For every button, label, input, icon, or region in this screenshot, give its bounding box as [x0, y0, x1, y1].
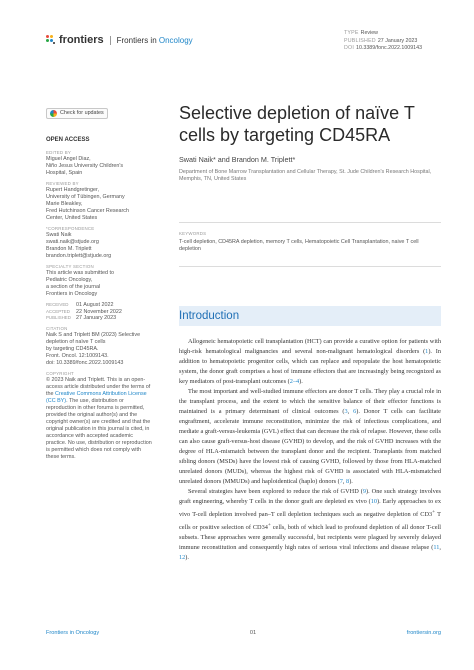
citation-link[interactable]: 11: [433, 544, 440, 552]
article-header: [179, 103, 441, 183]
copyright-section: COPYRIGHT © 2023 Naik and Triplett. This is an open-access article distributed under the terms of the Creative Commons Attribution License (CC BY). The use, distribution or reproduction in other forums is permitted, provided the original author(s) and the copyright owner(s) are credited and that the original publication in this journal is cited, in accordance with accepted academic practice. No use, distribution or reproduction is permitted which does not comply with these terms.: [46, 371, 154, 461]
dates-section: [46, 302, 154, 322]
page-number: 01: [249, 630, 257, 636]
meta-doi[interactable]: DOI 10.3389/fonc.2022.1009143: [344, 45, 423, 52]
paragraph-1: Allogeneic hematopoietic cell transplantation (HCT) can provide a curative option for patients with high-risk hematological malignancies and several non-malignant hematological disorders (1). In addition to hematopoietic progenitor cells, which can replace and repopulate the host hematopoietic system, the donor graft comprises a host of immune effectors that are increasingly being recognized as key mediators of post-transplant outcomes (2–4).: [179, 338, 441, 385]
section-heading-bar: [179, 306, 441, 326]
keywords-section: KEYWORDS T-cell depletion, CD45RA depletion, memory T cells, Hematopoietic Cell Transplantation, naive T cell depletion: [179, 231, 441, 253]
edited-by-section: EDITED BY Miguel Angel Diaz, Niño Jesus University Children's Hospital, Spain: [46, 150, 124, 176]
article-authors: Swati Naik* and Brandon M. Triplett*: [179, 155, 296, 164]
divider: [179, 222, 441, 223]
page-header: [0, 0, 474, 70]
citation-link[interactable]: 9: [362, 488, 366, 495]
citation-link[interactable]: 12: [179, 554, 186, 562]
logo-divider: [110, 36, 111, 45]
journal-name: [117, 36, 193, 45]
citation-link[interactable]: 1: [425, 348, 429, 355]
footer-site-link[interactable]: frontiersin.org: [406, 630, 441, 636]
section-heading: Introduction: [179, 310, 240, 322]
reviewed-by-section: REVIEWED BY Rupert Handgretinger, University of Tübingen, Germany Marie Bleakley, Fred Hutchinson Cancer Research Center, United States: [46, 181, 129, 221]
date-published: PUBLISHED 27 January 2023: [46, 315, 117, 321]
citation-link[interactable]: 6: [353, 408, 357, 415]
journal-logo[interactable]: [46, 34, 193, 46]
date-accepted: ACCEPTED 22 November 2022: [46, 308, 122, 315]
citation-link[interactable]: 10: [370, 498, 378, 505]
paragraph-2: The most important and well-studied immune effectors are donor T cells. They play a crucial role in the transplant process, and the extent to which the sensitive balance of their effector functions is maintained is a primary determinant of clinical outcomes (3, 6). Donor T cells can facilitate engraftment, accelerate immune reconstitution, minimize the risk of infectious complications, and mediate a graft-versus-leukemia (GVL) effect that can decrease the risk of relapse. However, these cells can also cause graft-versus-host disease (GVHD) to develop, and the risk of GVHD increases with the degree of HLA-mismatch between the transplant donor and the recipient. Transplants from matched sibling donors (MSDs) have the lowest risk of causing GVHD, followed by those from HLA-matched unrelated donors (MUDs), whereas the highest risk of GVHD is associated with HLA-mismatched unrelated donors (MMUDs) and haploidentical (haplo) donors (7, 8).: [179, 388, 441, 485]
check-for-updates-button[interactable]: [46, 108, 108, 119]
divider: [179, 266, 441, 267]
meta-type: TYPE Review: [344, 30, 379, 36]
date-received: RECEIVED 01 August 2022: [46, 302, 114, 308]
citation-link[interactable]: 8: [346, 478, 350, 485]
paragraph-3: Several strategies have been explored to reduce the risk of GVHD (9). One such strategy involves graft engineering, whereby T cells in the donor graft are depleted ex vivo (10). Early approaches to ex vivo T-cell depletion involved pan–T cell depletion techniques such as negative depletion of CD3+ T cells or positive selection of CD34+ cells, both of which lead to profound depletion of all donor T-cell subsets. These approaches were generally successful, but recipients were plagued by severely delayed immune reconstitution and consequently high rates of serious viral infections and disease relapse (11, 12).: [179, 488, 441, 562]
copyright-text: © 2023 Naik and Triplett. This is an open-access article distributed under the terms of the Creative Commons Attribution License (CC BY). The use, distribution or reproduction in other forums is permitted, provided the original author(s) and the copyright owner(s) are credited and that the original publication in this journal is cited, in accordance with accepted academic practice. No use, distribution or reproduction is permitted which does not comply with these terms.: [46, 376, 152, 460]
frontiers-logo-icon: [46, 35, 56, 45]
brand-name: frontiers: [59, 34, 104, 46]
journal-highlight: Oncology: [158, 35, 193, 45]
article-sidebar: [46, 108, 154, 465]
citation-link[interactable]: 7: [339, 478, 343, 485]
footer-journal-link[interactable]: Frontiers in Oncology: [46, 630, 100, 636]
journal-prefix: Frontiers in: [116, 35, 159, 45]
correspondence-section: *CORRESPONDENCE Swati Naik swati.naik@stjude.org Brandon M. Triplett brandon.triplett@stjude.org: [46, 226, 112, 259]
meta-published: PUBLISHED 27 January 2023: [344, 37, 418, 44]
article-body: [179, 337, 441, 563]
citation-section: CITATION Naik S and Triplett BM (2023) Selective depletion of naïve T cells by targeting CD45RA. Front. Oncol. 12:1009143. doi: 10.3389/fonc.2022.1009143: [46, 325, 141, 366]
crossmark-icon: [50, 110, 57, 117]
page-footer: [46, 630, 441, 636]
article-meta: [344, 30, 422, 53]
keywords-list: T-cell depletion, CD45RA depletion, memory T cells, Hematopoietic Cell Transplantation, naive T cell depletion: [179, 239, 419, 252]
author-affiliation: Department of Bone Marrow Transplantation and Cellular Therapy, St. Jude Children's Research Hospital, Memphis, TN, United States: [179, 169, 432, 182]
cc-license-link[interactable]: Creative Commons Attribution License (CC BY): [46, 390, 147, 404]
specialty-section: SPECIALTY SECTION This article was submitted to Pediatric Oncology, a section of the journal Frontiers in Oncology: [46, 264, 115, 297]
citation-link[interactable]: 2–4: [289, 378, 300, 385]
article-title: Selective depletion of naïve T cells by targeting CD45RA: [179, 103, 415, 145]
open-access-label: OPEN ACCESS: [46, 137, 90, 143]
check-updates-label: Check for updates: [60, 110, 104, 116]
citation-link[interactable]: 3: [344, 408, 348, 415]
